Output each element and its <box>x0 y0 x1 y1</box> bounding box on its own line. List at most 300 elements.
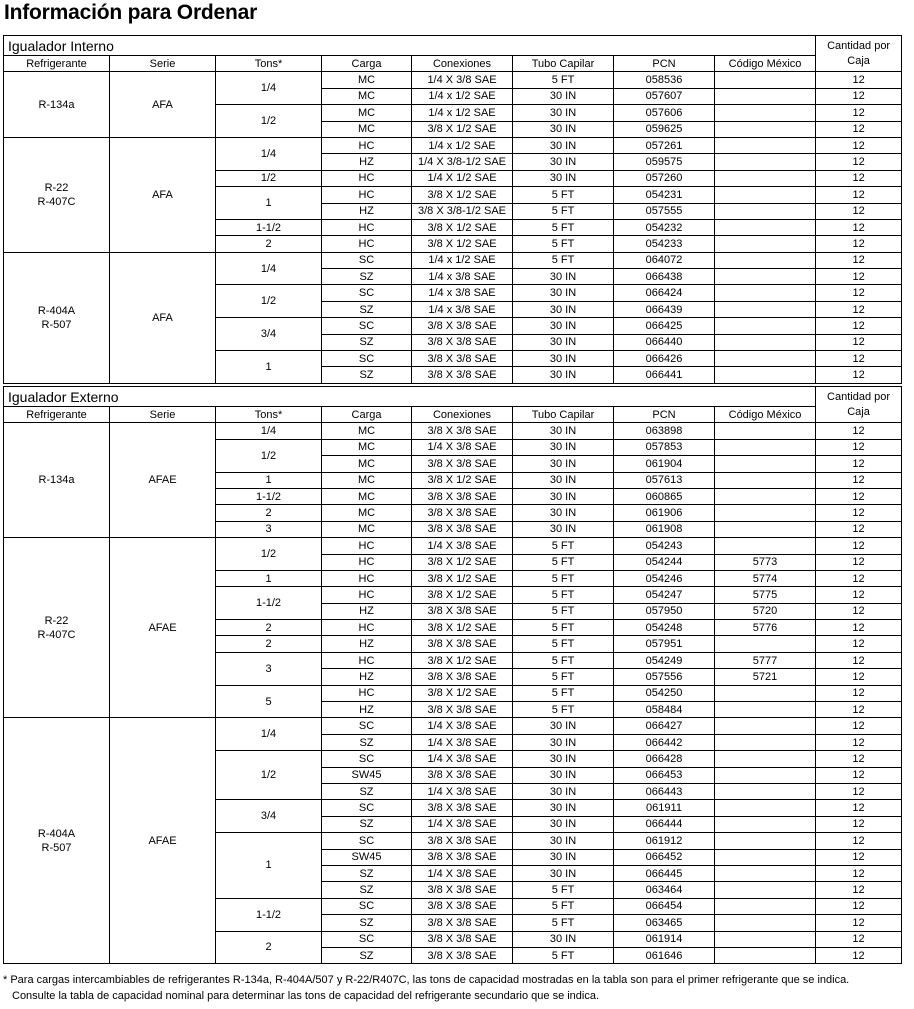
pcn-cell: 054249 <box>614 652 715 668</box>
carga-cell: SC <box>322 751 412 767</box>
tubo-capilar-cell: 30 IN <box>513 105 614 121</box>
refrigerante-cell: R-134a <box>4 423 110 538</box>
tons-cell: 1/4 <box>216 252 322 285</box>
conexiones-cell: 3/8 X 3/8 SAE <box>412 833 513 849</box>
codigo-mexico-cell <box>715 865 816 881</box>
codigo-mexico-cell <box>715 318 816 334</box>
codigo-mexico-cell: 5773 <box>715 554 816 570</box>
codigo-mexico-cell <box>715 849 816 865</box>
pcn-cell: 057853 <box>614 439 715 455</box>
cantidad-cell: 12 <box>816 351 902 367</box>
conexiones-cell: 3/8 X 1/2 SAE <box>412 554 513 570</box>
cantidad-cell: 12 <box>816 554 902 570</box>
cantidad-cell: 12 <box>816 751 902 767</box>
tons-cell: 1/4 <box>216 137 322 170</box>
conexiones-cell: 3/8 X 3/8 SAE <box>412 334 513 350</box>
codigo-mexico-cell <box>715 423 816 439</box>
tubo-capilar-cell: 30 IN <box>513 718 614 734</box>
codigo-mexico-cell <box>715 636 816 652</box>
carga-cell: HC <box>322 170 412 186</box>
pcn-cell: 066439 <box>614 301 715 317</box>
cantidad-cell: 12 <box>816 423 902 439</box>
cantidad-cell: 12 <box>816 931 902 947</box>
tons-cell: 1/2 <box>216 105 322 138</box>
table-row <box>4 137 902 153</box>
conexiones-cell: 1/4 x 1/2 SAE <box>412 88 513 104</box>
carga-cell: SC <box>322 800 412 816</box>
codigo-mexico-cell <box>715 203 816 219</box>
column-header-row <box>4 407 902 423</box>
footnote-line-2: Consulte la tabla de capacidad nominal para determinar las tons de capacidad del refrigerante secundario que se indica. <box>12 990 600 1002</box>
conexiones-cell: 3/8 X 3/8 SAE <box>412 521 513 537</box>
carga-cell: HZ <box>322 702 412 718</box>
codigo-mexico-cell <box>715 751 816 767</box>
carga-cell: HZ <box>322 154 412 170</box>
tubo-capilar-cell: 30 IN <box>513 88 614 104</box>
refrigerante-cell: R-404A R-507 <box>4 718 110 964</box>
pcn-cell: 054250 <box>614 685 715 701</box>
codigo-mexico-cell <box>715 439 816 455</box>
codigo-mexico-cell: 5775 <box>715 587 816 603</box>
cantidad-cell: 12 <box>816 439 902 455</box>
conexiones-cell: 1/4 X 3/8 SAE <box>412 538 513 554</box>
codigo-mexico-cell <box>715 269 816 285</box>
cantidad-cell: 12 <box>816 685 902 701</box>
cantidad-cell: 12 <box>816 252 902 268</box>
codigo-mexico-cell <box>715 833 816 849</box>
conexiones-cell: 3/8 X 3/8 SAE <box>412 767 513 783</box>
cantidad-cell: 12 <box>816 636 902 652</box>
tubo-capilar-cell: 5 FT <box>513 898 614 914</box>
tons-cell: 1 <box>216 570 322 586</box>
conexiones-cell: 3/8 X 1/2 SAE <box>412 236 513 252</box>
codigo-mexico-cell: 5776 <box>715 620 816 636</box>
codigo-mexico-cell <box>715 783 816 799</box>
cantidad-cell: 12 <box>816 367 902 383</box>
tubo-capilar-cell: 5 FT <box>513 187 614 203</box>
conexiones-cell: 1/4 X 3/8 SAE <box>412 865 513 881</box>
carga-cell: SZ <box>322 783 412 799</box>
tubo-capilar-cell: 30 IN <box>513 121 614 137</box>
codigo-mexico-cell <box>715 816 816 832</box>
cantidad-cell: 12 <box>816 783 902 799</box>
conexiones-cell: 1/4 X 3/8 SAE <box>412 751 513 767</box>
tubo-capilar-cell: 30 IN <box>513 334 614 350</box>
serie-cell: AFA <box>110 137 216 252</box>
tubo-capilar-cell: 30 IN <box>513 318 614 334</box>
codigo-mexico-cell <box>715 187 816 203</box>
pcn-cell: 066442 <box>614 734 715 750</box>
tubo-capilar-cell: 30 IN <box>513 285 614 301</box>
pcn-cell: 066440 <box>614 334 715 350</box>
pcn-cell: 066438 <box>614 269 715 285</box>
codigo-mexico-cell <box>715 538 816 554</box>
codigo-mexico-cell <box>715 931 816 947</box>
header-codigo-mexico: Código México <box>715 407 816 423</box>
header-serie: Serie <box>110 407 216 423</box>
pcn-cell: 066424 <box>614 285 715 301</box>
codigo-mexico-cell <box>715 521 816 537</box>
codigo-mexico-cell <box>715 72 816 88</box>
cantidad-cell: 12 <box>816 652 902 668</box>
cantidad-cell: 12 <box>816 898 902 914</box>
carga-cell: MC <box>322 472 412 488</box>
cantidad-cell: 12 <box>816 88 902 104</box>
cantidad-cell: 12 <box>816 570 902 586</box>
codigo-mexico-cell: 5721 <box>715 669 816 685</box>
tons-cell: 5 <box>216 685 322 718</box>
carga-cell: HC <box>322 538 412 554</box>
cantidad-cell: 12 <box>816 301 902 317</box>
tons-cell: 3 <box>216 521 322 537</box>
carga-cell: HZ <box>322 603 412 619</box>
tubo-capilar-cell: 5 FT <box>513 203 614 219</box>
tubo-capilar-cell: 30 IN <box>513 351 614 367</box>
pcn-cell: 054232 <box>614 219 715 235</box>
codigo-mexico-cell <box>715 105 816 121</box>
conexiones-cell: 3/8 X 3/8 SAE <box>412 800 513 816</box>
codigo-mexico-cell <box>715 236 816 252</box>
conexiones-cell: 3/8 X 3/8 SAE <box>412 882 513 898</box>
tons-cell: 1/2 <box>216 751 322 800</box>
carga-cell: SZ <box>322 334 412 350</box>
carga-cell: SC <box>322 318 412 334</box>
cantidad-cell: 12 <box>816 603 902 619</box>
conexiones-cell: 1/4 x 3/8 SAE <box>412 269 513 285</box>
tons-cell: 3/4 <box>216 318 322 351</box>
conexiones-cell: 1/4 X 3/8 SAE <box>412 72 513 88</box>
carga-cell: HZ <box>322 669 412 685</box>
conexiones-cell: 1/4 X 3/8 SAE <box>412 718 513 734</box>
codigo-mexico-cell: 5720 <box>715 603 816 619</box>
tons-cell: 2 <box>216 931 322 964</box>
pcn-cell: 061906 <box>614 505 715 521</box>
codigo-mexico-cell <box>715 472 816 488</box>
tubo-capilar-cell: 30 IN <box>513 423 614 439</box>
pcn-cell: 057606 <box>614 105 715 121</box>
cantidad-cell: 12 <box>816 833 902 849</box>
codigo-mexico-cell <box>715 915 816 931</box>
conexiones-cell: 3/8 X 1/2 SAE <box>412 570 513 586</box>
cantidad-cell: 12 <box>816 105 902 121</box>
conexiones-cell: 1/4 X 3/8 SAE <box>412 734 513 750</box>
igualador-externo-table <box>3 386 902 964</box>
carga-cell: HZ <box>322 636 412 652</box>
carga-cell: SC <box>322 833 412 849</box>
conexiones-cell: 3/8 X 3/8 SAE <box>412 351 513 367</box>
table-row <box>4 72 902 88</box>
serie-cell: AFAE <box>110 718 216 964</box>
conexiones-cell: 1/4 x 1/2 SAE <box>412 105 513 121</box>
tons-cell: 1-1/2 <box>216 898 322 931</box>
refrigerante-cell: R-404A R-507 <box>4 252 110 383</box>
carga-cell: MC <box>322 423 412 439</box>
carga-cell: SZ <box>322 301 412 317</box>
conexiones-cell: 3/8 X 3/8 SAE <box>412 915 513 931</box>
cantidad-cell: 12 <box>816 702 902 718</box>
conexiones-cell: 3/8 X 3/8 SAE <box>412 423 513 439</box>
tons-cell: 2 <box>216 236 322 252</box>
carga-cell: SZ <box>322 947 412 963</box>
refrigerante-cell: R-134a <box>4 72 110 138</box>
pcn-cell: 058484 <box>614 702 715 718</box>
cantidad-cell: 12 <box>816 219 902 235</box>
codigo-mexico-cell <box>715 137 816 153</box>
table-row <box>4 538 902 554</box>
conexiones-cell: 1/4 X 3/8-1/2 SAE <box>412 154 513 170</box>
conexiones-cell: 3/8 X 1/2 SAE <box>412 685 513 701</box>
tubo-capilar-cell: 5 FT <box>513 652 614 668</box>
conexiones-cell: 3/8 X 1/2 SAE <box>412 652 513 668</box>
tubo-capilar-cell: 5 FT <box>513 538 614 554</box>
carga-cell: HC <box>322 554 412 570</box>
conexiones-cell: 3/8 X 1/2 SAE <box>412 620 513 636</box>
tubo-capilar-cell: 5 FT <box>513 570 614 586</box>
carga-cell: SW45 <box>322 849 412 865</box>
tubo-capilar-cell: 30 IN <box>513 367 614 383</box>
pcn-cell: 054231 <box>614 187 715 203</box>
tubo-capilar-cell: 5 FT <box>513 636 614 652</box>
carga-cell: MC <box>322 121 412 137</box>
pcn-cell: 061908 <box>614 521 715 537</box>
cantidad-cell: 12 <box>816 669 902 685</box>
conexiones-cell: 1/4 x 3/8 SAE <box>412 301 513 317</box>
tons-cell: 2 <box>216 505 322 521</box>
cantidad-cell: 12 <box>816 456 902 472</box>
pcn-cell: 057261 <box>614 137 715 153</box>
table-row <box>4 252 902 268</box>
tubo-capilar-cell: 30 IN <box>513 800 614 816</box>
pcn-cell: 057260 <box>614 170 715 186</box>
footnote <box>3 972 908 1004</box>
conexiones-cell: 3/8 X 3/8 SAE <box>412 931 513 947</box>
conexiones-cell: 1/4 x 1/2 SAE <box>412 252 513 268</box>
tons-cell: 1/2 <box>216 285 322 318</box>
tubo-capilar-cell: 30 IN <box>513 170 614 186</box>
carga-cell: HC <box>322 620 412 636</box>
conexiones-cell: 3/8 X 3/8 SAE <box>412 367 513 383</box>
tons-cell: 1-1/2 <box>216 219 322 235</box>
conexiones-cell: 3/8 X 3/8 SAE <box>412 849 513 865</box>
pcn-cell: 057951 <box>614 636 715 652</box>
carga-cell: SZ <box>322 269 412 285</box>
cantidad-cell: 12 <box>816 505 902 521</box>
pcn-cell: 059625 <box>614 121 715 137</box>
codigo-mexico-cell <box>715 702 816 718</box>
header-conexiones: Conexiones <box>412 56 513 72</box>
tubo-capilar-cell: 30 IN <box>513 521 614 537</box>
carga-cell: SC <box>322 931 412 947</box>
carga-cell: MC <box>322 88 412 104</box>
conexiones-cell: 3/8 X 1/2 SAE <box>412 472 513 488</box>
tons-cell: 1-1/2 <box>216 587 322 620</box>
codigo-mexico-cell <box>715 121 816 137</box>
tons-cell: 1 <box>216 351 322 384</box>
tons-cell: 1 <box>216 472 322 488</box>
cantidad-cell: 12 <box>816 121 902 137</box>
codigo-mexico-cell <box>715 367 816 383</box>
conexiones-cell: 3/8 X 3/8 SAE <box>412 636 513 652</box>
cantidad-cell: 12 <box>816 915 902 931</box>
header-tubo-capilar: Tubo Capilar <box>513 407 614 423</box>
tons-cell: 1 <box>216 187 322 220</box>
tubo-capilar-cell: 30 IN <box>513 767 614 783</box>
tubo-capilar-cell: 30 IN <box>513 137 614 153</box>
pcn-cell: 057950 <box>614 603 715 619</box>
pcn-cell: 057555 <box>614 203 715 219</box>
carga-cell: HC <box>322 685 412 701</box>
header-tubo-capilar: Tubo Capilar <box>513 56 614 72</box>
cantidad-cell: 12 <box>816 170 902 186</box>
carga-cell: HC <box>322 187 412 203</box>
tubo-capilar-cell: 30 IN <box>513 439 614 455</box>
codigo-mexico-cell: 5774 <box>715 570 816 586</box>
cantidad-cell: 12 <box>816 767 902 783</box>
carga-cell: MC <box>322 456 412 472</box>
cantidad-cell: 12 <box>816 318 902 334</box>
carga-cell: HC <box>322 570 412 586</box>
pcn-cell: 054244 <box>614 554 715 570</box>
tons-cell: 1/2 <box>216 170 322 186</box>
codigo-mexico-cell <box>715 718 816 734</box>
header-cantidad: Cantidad por Caja <box>816 387 902 423</box>
pcn-cell: 054247 <box>614 587 715 603</box>
tubo-capilar-cell: 30 IN <box>513 269 614 285</box>
conexiones-cell: 3/8 X 3/8 SAE <box>412 702 513 718</box>
conexiones-cell: 1/4 x 3/8 SAE <box>412 285 513 301</box>
serie-cell: AFA <box>110 252 216 383</box>
tubo-capilar-cell: 5 FT <box>513 219 614 235</box>
pcn-cell: 061914 <box>614 931 715 947</box>
cantidad-cell: 12 <box>816 72 902 88</box>
codigo-mexico-cell <box>715 252 816 268</box>
serie-cell: AFAE <box>110 538 216 718</box>
pcn-cell: 061904 <box>614 456 715 472</box>
tubo-capilar-cell: 5 FT <box>513 882 614 898</box>
header-conexiones: Conexiones <box>412 407 513 423</box>
cantidad-cell: 12 <box>816 620 902 636</box>
carga-cell: SZ <box>322 882 412 898</box>
conexiones-cell: 3/8 X 3/8 SAE <box>412 898 513 914</box>
cantidad-cell: 12 <box>816 203 902 219</box>
tubo-capilar-cell: 5 FT <box>513 587 614 603</box>
cantidad-cell: 12 <box>816 865 902 881</box>
tubo-capilar-cell: 30 IN <box>513 816 614 832</box>
tons-cell: 1 <box>216 833 322 899</box>
pcn-cell: 066444 <box>614 816 715 832</box>
header-tons: Tons* <box>216 407 322 423</box>
tons-cell: 2 <box>216 636 322 652</box>
carga-cell: SZ <box>322 816 412 832</box>
codigo-mexico-cell <box>715 285 816 301</box>
pcn-cell: 063465 <box>614 915 715 931</box>
pcn-cell: 066427 <box>614 718 715 734</box>
carga-cell: SZ <box>322 915 412 931</box>
cantidad-cell: 12 <box>816 472 902 488</box>
pcn-cell: 066443 <box>614 783 715 799</box>
serie-cell: AFA <box>110 72 216 138</box>
carga-cell: SZ <box>322 367 412 383</box>
cantidad-cell: 12 <box>816 947 902 963</box>
codigo-mexico-cell <box>715 334 816 350</box>
tons-cell: 1/4 <box>216 718 322 751</box>
pcn-cell: 057607 <box>614 88 715 104</box>
tubo-capilar-cell: 5 FT <box>513 252 614 268</box>
codigo-mexico-cell <box>715 219 816 235</box>
pcn-cell: 066445 <box>614 865 715 881</box>
conexiones-cell: 1/4 X 3/8 SAE <box>412 816 513 832</box>
cantidad-cell: 12 <box>816 269 902 285</box>
codigo-mexico-cell <box>715 767 816 783</box>
codigo-mexico-cell <box>715 301 816 317</box>
tubo-capilar-cell: 5 FT <box>513 72 614 88</box>
conexiones-cell: 3/8 X 3/8 SAE <box>412 669 513 685</box>
carga-cell: SC <box>322 718 412 734</box>
conexiones-cell: 1/4 X 1/2 SAE <box>412 170 513 186</box>
tons-cell: 1/2 <box>216 538 322 571</box>
pcn-cell: 059575 <box>614 154 715 170</box>
codigo-mexico-cell <box>715 456 816 472</box>
section-title: Igualador Externo <box>4 387 816 407</box>
codigo-mexico-cell <box>715 170 816 186</box>
pcn-cell: 054248 <box>614 620 715 636</box>
tubo-capilar-cell: 30 IN <box>513 865 614 881</box>
pcn-cell: 061911 <box>614 800 715 816</box>
tubo-capilar-cell: 30 IN <box>513 931 614 947</box>
footnote-line-1: * Para cargas intercambiables de refrigerantes R-134a, R-404A/507 y R-22/R407C, las tons de capacidad mostradas en la tabla son para el primer refrigerante que se indica. <box>3 974 850 986</box>
cantidad-cell: 12 <box>816 285 902 301</box>
carga-cell: MC <box>322 72 412 88</box>
cantidad-cell: 12 <box>816 849 902 865</box>
tubo-capilar-cell: 5 FT <box>513 947 614 963</box>
conexiones-cell: 3/8 X 3/8 SAE <box>412 456 513 472</box>
carga-cell: HC <box>322 652 412 668</box>
serie-cell: AFAE <box>110 423 216 538</box>
cantidad-cell: 12 <box>816 137 902 153</box>
cantidad-cell: 12 <box>816 488 902 504</box>
tons-cell: 1/4 <box>216 423 322 439</box>
carga-cell: MC <box>322 521 412 537</box>
carga-cell: SZ <box>322 865 412 881</box>
conexiones-cell: 3/8 X 3/8 SAE <box>412 603 513 619</box>
tubo-capilar-cell: 30 IN <box>513 734 614 750</box>
header-carga: Carga <box>322 407 412 423</box>
tubo-capilar-cell: 30 IN <box>513 783 614 799</box>
codigo-mexico-cell <box>715 800 816 816</box>
pcn-cell: 066452 <box>614 849 715 865</box>
cantidad-cell: 12 <box>816 236 902 252</box>
conexiones-cell: 3/8 X 3/8 SAE <box>412 318 513 334</box>
codigo-mexico-cell <box>715 505 816 521</box>
pcn-cell: 060865 <box>614 488 715 504</box>
codigo-mexico-cell <box>715 685 816 701</box>
pcn-cell: 064072 <box>614 252 715 268</box>
carga-cell: MC <box>322 105 412 121</box>
cantidad-cell: 12 <box>816 334 902 350</box>
pcn-cell: 054246 <box>614 570 715 586</box>
pcn-cell: 066425 <box>614 318 715 334</box>
carga-cell: SC <box>322 285 412 301</box>
header-refrigerante: Refrigerante <box>4 407 110 423</box>
tubo-capilar-cell: 30 IN <box>513 456 614 472</box>
tubo-capilar-cell: 30 IN <box>513 751 614 767</box>
refrigerante-cell: R-22 R-407C <box>4 137 110 252</box>
tubo-capilar-cell: 5 FT <box>513 669 614 685</box>
table-row <box>4 423 902 439</box>
codigo-mexico-cell <box>715 88 816 104</box>
section-title: Igualador Interno <box>4 36 816 56</box>
pcn-cell: 066428 <box>614 751 715 767</box>
